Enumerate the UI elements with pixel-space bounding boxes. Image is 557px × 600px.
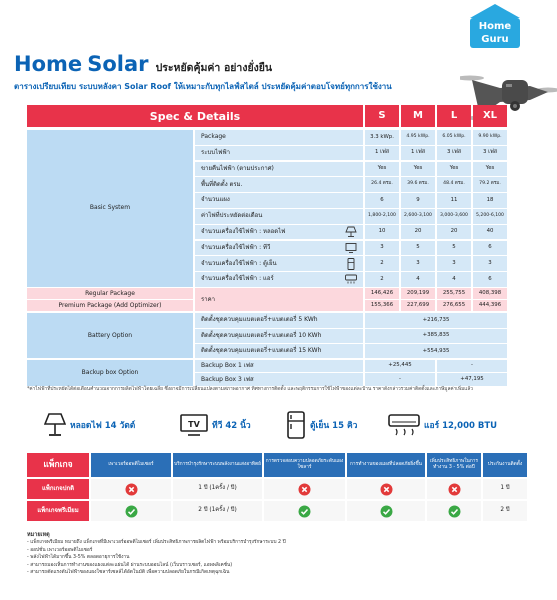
spec-value: 2 <box>365 256 399 271</box>
spec-value: 6 <box>473 272 507 287</box>
fridge-icon <box>345 258 357 270</box>
check-icon <box>448 505 461 518</box>
spec-value: 5 <box>437 241 471 256</box>
battery-price: +554,935 <box>365 344 507 358</box>
svg-text:TV: TV <box>188 420 200 429</box>
spec-value: Yes <box>401 162 435 177</box>
spec-row-label <box>195 241 363 256</box>
regular-price: 146,426 <box>365 288 399 299</box>
air-conditioner-icon-wrap <box>345 273 357 285</box>
cross-icon <box>298 483 311 496</box>
cross-icon <box>125 483 138 496</box>
cross-icon <box>448 483 461 496</box>
battery-row-label: ติดตั้งชุดควบคุมแบตเตอรี่+แบตเตอรี่ 15 KWh <box>195 344 363 358</box>
spec-value: 20 <box>401 225 435 240</box>
package-check-cell <box>427 501 481 521</box>
premium-price: 276,655 <box>437 300 471 311</box>
spec-row-label-text: Package <box>201 133 226 141</box>
spec-value: 3 เฟส <box>437 146 471 161</box>
battery-option-label: Battery Option <box>27 313 193 358</box>
fridge-icon <box>286 411 306 439</box>
feature-tv-text: ทีวี 42 นิ้ว <box>212 421 251 431</box>
spec-value: 5 <box>401 241 435 256</box>
tv-icon-wrap <box>345 242 357 254</box>
spec-row-label <box>195 225 363 240</box>
package-service: 2 ปี (1ครั้ง / ปี) <box>173 501 262 521</box>
package-col-header: ประกันงานติดตั้ง <box>483 453 527 477</box>
spec-value: 9.90 kWp. <box>473 130 507 145</box>
feature-aircon <box>388 411 497 439</box>
size-header-s: S <box>365 105 399 127</box>
spec-value: 3 <box>401 256 435 271</box>
spec-table <box>27 105 527 383</box>
basic-system-label: Basic System <box>27 130 193 287</box>
package-check-cell <box>427 479 481 499</box>
regular-package-label: Regular Package <box>27 288 193 299</box>
battery-price: +385,835 <box>365 329 507 343</box>
lamp-icon <box>345 226 357 238</box>
spec-value: 3 <box>365 241 399 256</box>
spec-row-label <box>195 130 363 145</box>
package-warranty: 2 ปี <box>483 501 527 521</box>
spec-value: 4.95 kWp. <box>401 130 435 145</box>
footer-line: - ออปชั่น เพาเวอร์ออพติไมเซอร์ <box>27 547 93 553</box>
package-col-header: บริการบำรุงรักษาระบบพลังงานแสงอาทิตย์ <box>173 453 262 477</box>
spec-row-label-text: จำนวนเครื่องใช้ไฟฟ้า : ตู้เย็น <box>201 259 277 267</box>
package-title: แพ็กเกจ <box>27 453 89 477</box>
backup-price-3-phase: - <box>437 360 507 373</box>
air-conditioner-icon <box>345 273 357 285</box>
regular-price: 209,199 <box>401 288 435 299</box>
spec-row-label-text: ขายคืนไฟฟ้า (ตามประกาศ) <box>201 164 274 172</box>
package-col-header: การตรวจสอบความปลอดภัยระดับแผงโซลาร์ <box>264 453 345 477</box>
backup-row-label: Backup Box 1 เฟส <box>195 360 363 373</box>
spec-value: 4 <box>401 272 435 287</box>
battery-price: +216,735 <box>365 313 507 327</box>
spec-row-label-text: พื้นที่ติดตั้ง ตรม. <box>201 180 243 188</box>
package-table <box>27 453 527 525</box>
backup-option-label: Backup box Option <box>27 360 193 386</box>
spec-value: 6.05 kWp. <box>437 130 471 145</box>
spec-value: 18 <box>473 193 507 208</box>
logo-line1: Home <box>478 21 512 32</box>
spec-row-label <box>195 256 363 271</box>
premium-price: 444,396 <box>473 300 507 311</box>
logo-line2: Guru <box>481 34 509 45</box>
page-header <box>14 52 272 76</box>
spec-value: 26.4 ตรม. <box>365 177 399 192</box>
spec-row-label-text: ระบบไฟฟ้า <box>201 149 230 157</box>
package-warranty: 1 ปี <box>483 479 527 499</box>
tv-icon <box>180 413 208 437</box>
spec-value: 2,600-3,100 <box>401 209 435 224</box>
spec-value: 3 เฟส <box>473 146 507 161</box>
premium-price: 155,366 <box>365 300 399 311</box>
disclaimer-note: *ค่าไฟฟ้าที่ประหยัดได้ต่อเดือนคำนวณจากการผลิตไฟฟ้าโดยเฉลี่ย ซึ่งอาจมีการเปลี่ยนแปลงตามสภาพอากาศ ทิศทางการติดตั้ง และพฤติกรรมการใช้ไฟฟ้าของแต่ละบ้าน ราคาดังกล่าวรวมค่าติดตั้งและภาษีมูลค่าเพิ่มแล้ว <box>27 387 473 392</box>
air-conditioner-icon <box>388 413 420 437</box>
spec-row-label-text: จำนวนเครื่องใช้ไฟฟ้า : หลอดไฟ <box>201 228 286 236</box>
spec-value: 48.4 ตรม. <box>437 177 471 192</box>
spec-value: 10 <box>365 225 399 240</box>
regular-price: 408,398 <box>473 288 507 299</box>
regular-price: 255,755 <box>437 288 471 299</box>
spec-value: 3 <box>473 256 507 271</box>
spec-value: 4 <box>437 272 471 287</box>
backup-row-label: Backup Box 3 เฟส <box>195 373 363 386</box>
spec-value: 5,200-6,100 <box>473 209 507 224</box>
feature-lamp-text: หลอดไฟ 14 วัตต์ <box>70 421 136 431</box>
brand-solar: Solar <box>87 52 149 76</box>
package-check-cell <box>264 501 345 521</box>
homeguru-logo <box>462 4 528 50</box>
package-check-cell <box>347 479 425 499</box>
backup-price-3-phase: +47,195 <box>437 373 507 386</box>
package-check-cell <box>264 479 345 499</box>
backup-price-1-phase: - <box>365 373 435 386</box>
lamp-icon-wrap <box>345 226 357 238</box>
spec-value: 1 เฟส <box>365 146 399 161</box>
check-icon <box>380 505 393 518</box>
package-col-header: การทำงานของแผงที่ปลอดภัยยิ่งขึ้น <box>347 453 425 477</box>
feature-lamp <box>44 411 135 439</box>
spec-row-label <box>195 177 363 192</box>
spec-value: 2 <box>365 272 399 287</box>
spec-value: 39.6 ตรม. <box>401 177 435 192</box>
feature-tv <box>180 411 251 439</box>
footer-notes <box>27 532 527 576</box>
spec-value: 1 เฟส <box>401 146 435 161</box>
spec-value: 6 <box>473 241 507 256</box>
package-check-cell <box>91 479 171 499</box>
spec-value: 3.3 kWp. <box>365 130 399 145</box>
spec-row-label-text: ค่าไฟที่ประหยัดต่อเดือน <box>201 212 263 220</box>
spec-row-label <box>195 146 363 161</box>
spec-value: 1,800-2,100 <box>365 209 399 224</box>
spec-value: 3 <box>437 256 471 271</box>
spec-row-label <box>195 272 363 287</box>
size-header-xl: XL <box>473 105 507 127</box>
fridge-icon-wrap <box>345 258 357 270</box>
spec-value: 79.2 ตรม. <box>473 177 507 192</box>
price-label: ราคา <box>195 288 363 311</box>
package-name: แพ็กเกจปกติ <box>27 479 89 499</box>
backup-price-1-phase: +25,445 <box>365 360 435 373</box>
spec-row-label <box>195 162 363 177</box>
spec-value: Yes <box>365 162 399 177</box>
spec-value: 20 <box>437 225 471 240</box>
brand-home: Home <box>14 52 83 76</box>
logo-roof-icon <box>470 4 520 18</box>
package-name: แพ็กเกจพรีเมียม <box>27 501 89 521</box>
spec-row-label-text: จำนวนเครื่องใช้ไฟฟ้า : ทีวี <box>201 243 271 251</box>
spec-row-label-text: จำนวนเครื่องใช้ไฟฟ้า : แอร์ <box>201 275 274 283</box>
premium-price: 227,699 <box>401 300 435 311</box>
subtitle: ตารางเปรียบเทียบ ระบบหลังคา Solar Roof ให้เหมาะกับทุกไลฟ์สไตล์ ประหยัดคุ้มค่าตอบโจทย์ทุกการใช้งาน <box>14 82 392 91</box>
spec-value: Yes <box>473 162 507 177</box>
tv-icon <box>345 242 357 254</box>
spec-row-label-text: จำนวนแผง <box>201 196 230 204</box>
spec-value: 9 <box>401 193 435 208</box>
spec-value: 11 <box>437 193 471 208</box>
footer-line: - สามารถมองเห็นการทำงานของแผงแต่ละแผ่นได้ ผ่านระบบออนไลน์ (เว็บบราวเซอร์, แอพพลิเคชั่น) <box>27 562 233 568</box>
cross-icon <box>380 483 393 496</box>
package-col-header: เพาเวอร์ออพติไมเซอร์ <box>91 453 171 477</box>
premium-package-label: Premium Package (Add Optimizer) <box>27 300 193 311</box>
footer-line: - แพ็กเกจพรีเมียม หมายถึง แพ็กเกจที่มีเพาเวอร์ออพติไมเซอร์ เพิ่มประสิทธิภาพการผลิตไฟฟ้า พร้อมบริการบำรุงรักษาระบบ 2 ปี <box>27 540 286 546</box>
package-check-cell <box>347 501 425 521</box>
spec-row-label <box>195 193 363 208</box>
footer-line: - สามารถตัดแรงดันไฟฟ้าของแผงโซลาร์เซลล์ได้อัตโนมัติ เพื่อความปลอดภัยในกรณีเกิดเหตุฉุกเฉิน <box>27 570 230 576</box>
footer-line: - พลังไฟฟ้าได้มากขึ้น 3-5% ตลอดอายุการใช้งาน <box>27 555 130 561</box>
spec-header-title: Spec & Details <box>27 105 363 127</box>
tagline: ประหยัดคุ้มค่า อย่างยั่งยืน <box>155 62 273 74</box>
package-check-cell <box>91 501 171 521</box>
check-icon <box>125 505 138 518</box>
size-header-m: M <box>401 105 435 127</box>
battery-row-label: ติดตั้งชุดควบคุมแบตเตอรี่+แบตเตอรี่ 10 KWh <box>195 329 363 343</box>
check-icon <box>298 505 311 518</box>
spec-value: 3,000-3,600 <box>437 209 471 224</box>
spec-value: 40 <box>473 225 507 240</box>
package-col-header: เพิ่มประสิทธิภาพในการทำงาน 3 - 5% ต่อปี <box>427 453 481 477</box>
package-service: 1 ปี (1ครั้ง / ปี) <box>173 479 262 499</box>
lamp-icon <box>44 412 66 438</box>
spec-value: Yes <box>437 162 471 177</box>
footer-title: หมายเหตุ <box>27 532 50 538</box>
feature-fridge-text: ตู้เย็น 15 คิว <box>310 421 358 431</box>
size-header-l: L <box>437 105 471 127</box>
spec-row-label <box>195 209 363 224</box>
battery-row-label: ติดตั้งชุดควบคุมแบตเตอรี่+แบตเตอรี่ 5 KWh <box>195 313 363 327</box>
spec-value: 6 <box>365 193 399 208</box>
feature-fridge <box>286 411 357 439</box>
feature-aircon-text: แอร์ 12,000 BTU <box>424 421 498 431</box>
